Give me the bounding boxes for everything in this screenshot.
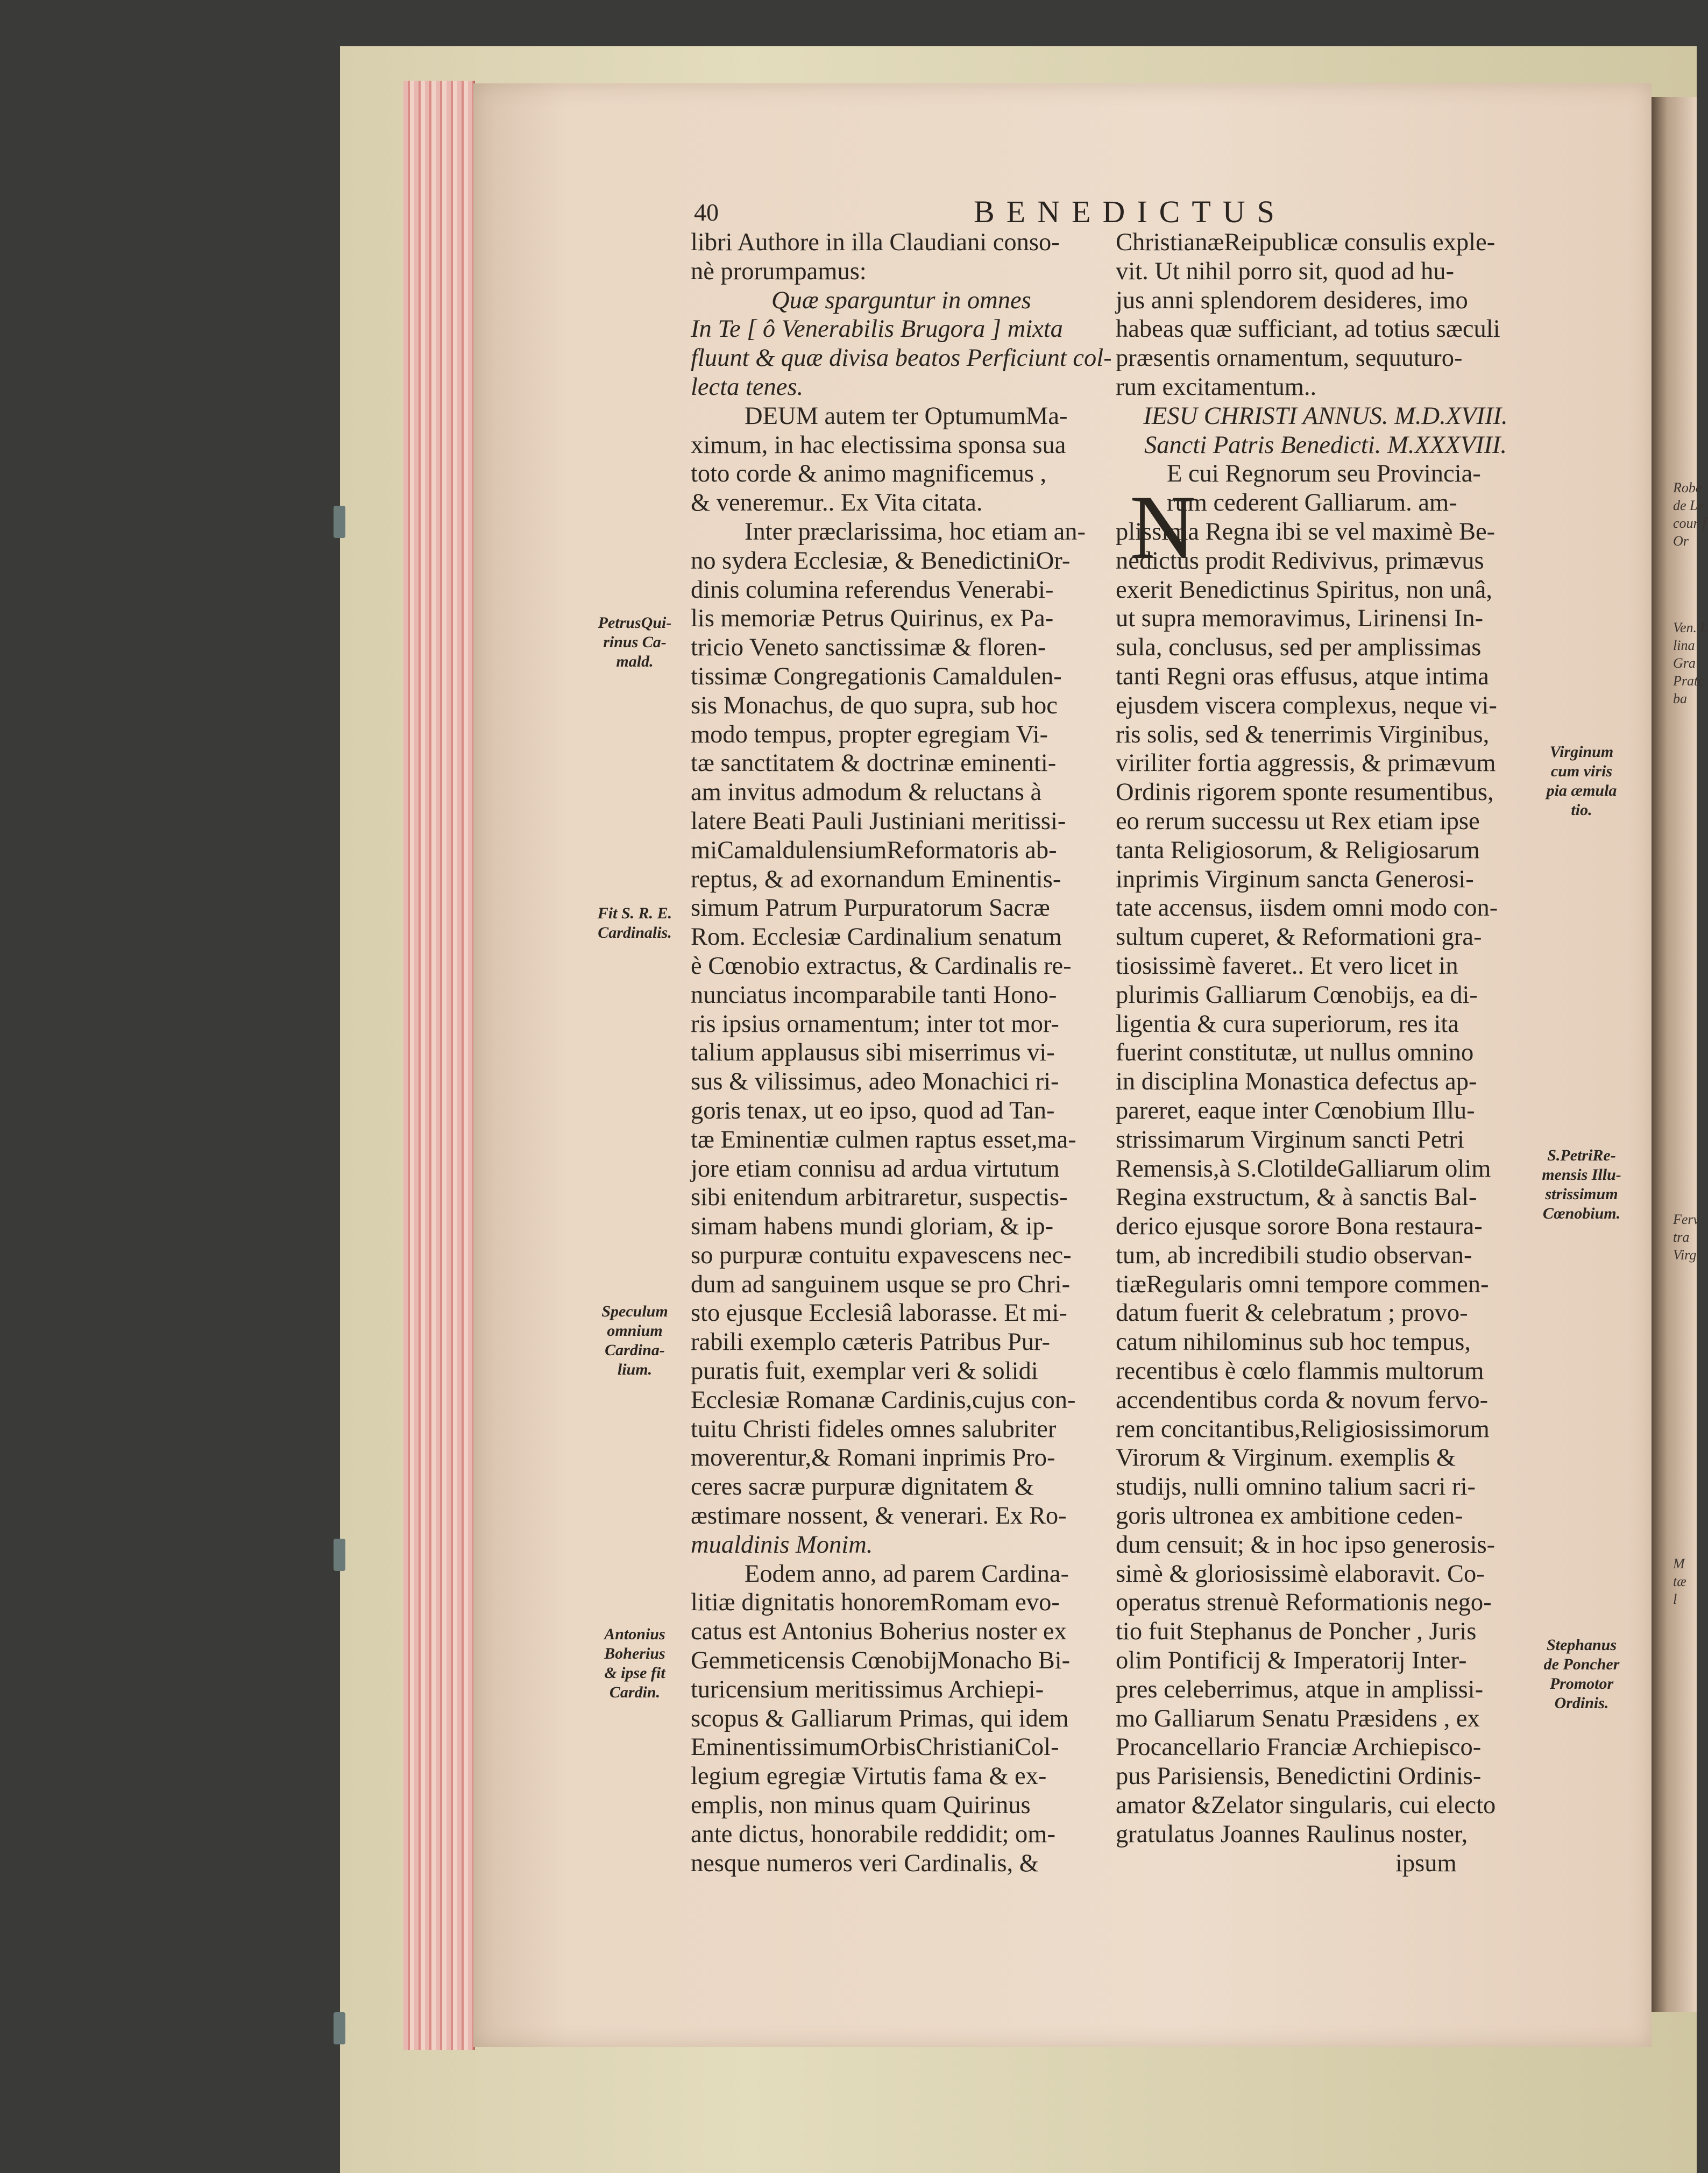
text-line: præsentis ornamentum, sequuturo- — [1116, 344, 1463, 372]
text-line: jus anni splendorem desideres, imo — [1116, 286, 1468, 314]
text-line: lecta tenes. — [691, 373, 804, 401]
text-line: sus & vilissimus, adeo Monachici ri- — [691, 1068, 1059, 1096]
text-line: ligentia & cura superiorum, res ita — [1116, 1010, 1459, 1038]
text-line: rem concitantibus,Religiosissimorum — [1116, 1415, 1490, 1443]
text-line: sto ejusque Ecclesiâ laborasse. Et mi- — [691, 1299, 1067, 1327]
page-block-edge — [403, 81, 475, 2050]
text-line: toto corde & animo magnificemus , — [691, 460, 1047, 488]
left-text-column — [691, 228, 1112, 1878]
text-line: exerit Benedictinus Spiritus, non unâ, — [1116, 576, 1492, 604]
text-line: viriliter fortia aggressis, & primævum — [1116, 749, 1496, 777]
text-line: ChristianæReipublicæ consulis exple- — [1116, 229, 1496, 256]
text-line: dinis columina referendus Venerabi- — [691, 576, 1054, 604]
text-line: mo Galliarum Senatu Præsidens , ex — [1116, 1704, 1480, 1732]
margin-note — [584, 613, 686, 671]
margin-note-line: & ipse fit — [604, 1664, 665, 1682]
margin-note-line: PetrusQui- — [598, 614, 672, 632]
facing-page-note-line: Robe — [1673, 480, 1702, 496]
text-line: tanta Religiosorum, & Religiosarum — [1116, 836, 1480, 864]
margin-note-line: Stephanus — [1546, 1636, 1617, 1654]
margin-note — [584, 904, 686, 943]
text-line: IESU CHRISTI ANNUS. M.D.XVIII. — [1143, 402, 1508, 430]
text-line: olim Pontificij & Imperatorij Inter- — [1116, 1647, 1467, 1675]
text-line: Inter præclarissima, hoc etiam an- — [745, 518, 1086, 546]
text-line: miCamaldulensiumReformatoris ab- — [691, 836, 1057, 864]
margin-note-line: Fit S. R. E. — [597, 904, 672, 922]
text-line: tate accensus, iisdem omni modo con- — [1116, 894, 1498, 922]
facing-page-note — [1673, 619, 1708, 707]
running-head — [694, 194, 1296, 231]
facing-page-note-line: Virg — [1673, 1247, 1697, 1263]
facing-page-note-line: Gra — [1673, 655, 1696, 671]
text-line: pus Parisiensis, Benedictini Ordinis- — [1116, 1763, 1482, 1790]
text-line: derico ejusque sorore Bona restaura- — [1116, 1213, 1483, 1241]
text-line: strissimarum Virginum sancti Petri — [1116, 1126, 1464, 1153]
text-line: emplis, non minus quam Quirinus — [691, 1792, 1031, 1820]
clasp-middle — [334, 1539, 345, 1571]
margin-note-line: strissimum — [1545, 1185, 1618, 1203]
text-line: nunciatus incomparabile tanti Hono- — [691, 981, 1057, 1009]
margin-note — [584, 1625, 686, 1702]
text-line: tissimæ Congregationis Camaldulen- — [691, 662, 1062, 690]
text-line: æstimare nossent, & venerari. Ex Ro- — [691, 1502, 1067, 1530]
text-line: dum censuit; & in hoc ipso generosis- — [1116, 1531, 1496, 1559]
clasp-top — [334, 506, 345, 538]
text-line: Procancellario Franciæ Archiepisco- — [1116, 1733, 1482, 1761]
running-title: BENEDICTUS — [974, 194, 1286, 229]
text-line: vit. Ut nihil porro sit, quod ad hu- — [1116, 257, 1454, 285]
text-line: nesque numeros veri Cardinalis, & — [691, 1849, 1039, 1877]
facing-page-note — [1673, 1211, 1700, 1264]
margin-note-line: tio. — [1571, 801, 1592, 819]
text-line: plurimis Galliarum Cœnobijs, ea di- — [1116, 981, 1478, 1009]
text-line: fuerint constitutæ, ut nullus omnino — [1116, 1039, 1474, 1067]
text-line: pareret, eaque inter Cœnobium Illu- — [1116, 1096, 1475, 1124]
facing-page-note-line: lina — [1673, 638, 1695, 653]
facing-page-note-line: de Le — [1673, 498, 1704, 513]
text-line: catus est Antonius Boherius noster ex — [691, 1618, 1067, 1646]
text-line: tanti Regni oras effusus, atque intima — [1116, 662, 1489, 690]
facing-page-note-line: Or — [1673, 533, 1689, 549]
clasp-bottom — [334, 2012, 345, 2044]
margin-note-line: Antonius — [604, 1625, 665, 1643]
text-line: datum fuerit & celebratum ; provo- — [1116, 1299, 1468, 1327]
text-line: latere Beati Pauli Justiniani meritissi- — [691, 807, 1066, 835]
text-line: ceres sacræ purpuræ dignitatem & — [691, 1473, 1034, 1501]
text-line: ris solis, sed & tenerrimis Virginibus, — [1116, 720, 1490, 748]
text-line: simè & gloriosissimè elaboravit. Co- — [1116, 1560, 1485, 1588]
text-line: mualdinis Monim. — [691, 1531, 873, 1559]
text-line: Ecclesiæ Romanæ Cardinis,cujus con- — [691, 1386, 1076, 1414]
text-line: rum cederent Galliarum. am- — [1167, 489, 1457, 517]
text-line: no sydera Ecclesiæ, & BenedictiniOr- — [691, 547, 1071, 575]
facing-page-note-line: M — [1673, 1556, 1685, 1572]
text-line: modo tempus, propter egregiam Vi- — [691, 720, 1048, 748]
drop-capital: N — [1130, 477, 1196, 578]
page-number: 40 — [694, 199, 719, 226]
facing-page-note-line: cour f — [1673, 515, 1706, 531]
margin-note — [1533, 1636, 1630, 1713]
text-line: sis Monachus, de quo supra, sub hoc — [691, 691, 1058, 719]
text-line: gratulatus Joannes Raulinus noster, — [1116, 1820, 1468, 1848]
text-line: Gemmeticensis CœnobijMonacho Bi- — [691, 1647, 1071, 1675]
facing-page-note-line: tæ — [1673, 1574, 1686, 1589]
text-line: lis memoriæ Petrus Quirinus, ex Pa- — [691, 605, 1054, 633]
margin-note-line: S.PetriRe- — [1547, 1146, 1616, 1164]
text-line: goris ultronea ex ambitione ceden- — [1116, 1502, 1463, 1530]
margin-note-line: Cardina- — [605, 1341, 665, 1359]
facing-page-edge — [1652, 97, 1708, 2012]
margin-note — [584, 1302, 686, 1379]
text-line: tricio Veneto sanctissimæ & floren- — [691, 634, 1046, 662]
text-line: nè prorumpamus: — [691, 257, 867, 285]
text-line: tæ Eminentiæ culmen raptus esset,ma- — [691, 1126, 1076, 1153]
facing-page-note-line: l — [1673, 1591, 1677, 1607]
text-line: accendentibus corda & novum fervo- — [1116, 1386, 1489, 1414]
text-line: Rom. Ecclesiæ Cardinalium senatum — [691, 923, 1062, 951]
text-line: tum, ab incredibili studio observan- — [1116, 1241, 1472, 1269]
text-line: dum ad sanguinem usque se pro Chri- — [691, 1270, 1071, 1298]
text-line: In Te [ ô Venerabilis Brugora ] mixta — [691, 315, 1063, 343]
text-line: EminentissimumOrbisChristianiCol- — [691, 1733, 1059, 1761]
margin-note-line: lium. — [617, 1361, 653, 1378]
text-line: eo rerum successu ut Rex etiam ipse — [1116, 807, 1480, 835]
text-line: ximum, in hac electissima sponsa sua — [691, 431, 1066, 459]
text-line: rabili exemplo cæteris Patribus Pur- — [691, 1328, 1051, 1356]
text-line: jore etiam connisu ad ardua virtutum — [691, 1155, 1060, 1183]
text-line: sula, conclusus, sed per amplissimas — [1116, 634, 1482, 662]
text-line: legium egregiæ Virtutis fama & ex- — [691, 1763, 1047, 1790]
margin-note-line: Speculum — [601, 1303, 668, 1320]
text-line: tuitu Christi fideles omnes salubriter — [691, 1415, 1057, 1443]
text-line: rum excitamentum.. — [1116, 373, 1317, 401]
margin-note-line: rinus Ca- — [603, 633, 667, 651]
text-line: am invitus admodum & reluctans à — [691, 778, 1042, 806]
text-line: Ordinis rigorem sponte resumentibus, — [1116, 778, 1494, 806]
text-line: Eodem anno, ad parem Cardina- — [745, 1560, 1069, 1588]
text-line: tiosissimè faveret.. Et vero licet in — [1116, 952, 1458, 980]
text-line: & veneremur.. Ex Vita citata. — [691, 489, 983, 517]
text-line: ante dictus, honorabile reddidit; om- — [691, 1820, 1055, 1848]
text-line: moverentur,& Romani inprimis Pro- — [691, 1444, 1055, 1472]
text-line: so purpuræ contuitu expavescens nec- — [691, 1241, 1072, 1269]
text-line: sultum cuperet, & Reformationi gra- — [1116, 923, 1482, 951]
text-line: simum Patrum Purpuratorum Sacræ — [691, 894, 1050, 922]
text-line: libri Authore in illa Claudiani conso- — [691, 229, 1060, 256]
text-line: recentibus è cœlo flammis multorum — [1116, 1357, 1484, 1385]
facing-page-note-line: ba — [1673, 691, 1687, 706]
margin-note-line: Ordinis. — [1554, 1694, 1609, 1712]
text-line: inprimis Virginum sancta Generosi- — [1116, 865, 1474, 893]
text-line: ejusdem viscera complexus, neque vi- — [1116, 691, 1497, 719]
margin-note-line: Cœnobium. — [1542, 1205, 1621, 1222]
facing-page-note-line: tra — [1673, 1229, 1690, 1245]
text-line: litiæ dignitatis honoremRomam evo- — [691, 1589, 1060, 1617]
text-line: Quæ sparguntur in omnes — [771, 286, 1031, 314]
text-line: Regina exstructum, & à sanctis Bal- — [1116, 1184, 1477, 1212]
margin-note-line: omnium — [607, 1322, 663, 1340]
facing-page-note-line: Ven. L — [1673, 620, 1708, 635]
text-line: reptus, & ad exornandum Eminentis- — [691, 865, 1061, 893]
text-line: ut supra memoravimus, Lirinensi In- — [1116, 605, 1484, 633]
text-line: DEUM autem ter OptumumMa- — [745, 402, 1068, 430]
text-line: turicensium meritissimus Archiepi- — [691, 1675, 1044, 1703]
text-line: in disciplina Monastica defectus ap- — [1116, 1068, 1477, 1096]
text-line: tio fuit Stephanus de Poncher , Juris — [1116, 1618, 1477, 1646]
text-line: habeas quæ sufficiant, ad totius sæculi — [1116, 315, 1500, 343]
text-line: tiæRegularis omni tempore commen- — [1116, 1270, 1489, 1298]
text-line: tæ sanctitatem & doctrinæ eminenti- — [691, 749, 1057, 777]
margin-note — [1533, 1146, 1630, 1223]
text-line: ris ipsius ornamentum; inter tot mor- — [691, 1010, 1059, 1038]
text-line: puratis fuit, exemplar veri & solidi — [691, 1357, 1038, 1385]
text-line: amator &Zelator singularis, cui electo — [1116, 1792, 1496, 1820]
text-line: Sancti Patris Benedicti. M.XXXVIII. — [1144, 431, 1507, 459]
text-line: simam habens mundi gloriam, & ip- — [691, 1213, 1054, 1241]
facing-page-note — [1673, 479, 1706, 550]
text-line: goris tenax, ut eo ipso, quod ad Tan- — [691, 1096, 1055, 1124]
right-text-column — [1116, 228, 1535, 1878]
text-line: catum nihilominus sub hoc tempus, — [1116, 1328, 1471, 1356]
margin-note-line: mald. — [616, 653, 654, 670]
text-line: ipsum — [1395, 1849, 1457, 1877]
margin-note-line: mensis Illu- — [1542, 1166, 1621, 1184]
text-line: pres celeberrimus, atque in amplissi- — [1116, 1675, 1484, 1703]
margin-note-line: Cardin. — [609, 1683, 661, 1701]
margin-note-line: cum viris — [1550, 762, 1613, 780]
text-line: Virorum & Virginum. exemplis & — [1116, 1444, 1456, 1472]
text-line: sibi enitendum arbitraretur, suspectis- — [691, 1184, 1068, 1212]
margin-note-line: Boherius — [604, 1645, 665, 1662]
facing-page-note-line: Ferv — [1673, 1212, 1700, 1227]
text-line: studijs, nulli omnino talium sacri ri- — [1116, 1473, 1476, 1501]
margin-note — [1533, 742, 1630, 820]
text-line: fluunt & quæ divisa beatos Perficiunt col- — [691, 344, 1112, 372]
text-line: E cui Regnorum seu Provincia- — [1167, 460, 1481, 488]
margin-note-line: Virginum — [1549, 743, 1614, 761]
text-line: Remensis,à S.ClotildeGalliarum olim — [1116, 1155, 1491, 1183]
margin-note-line: de Poncher — [1543, 1655, 1620, 1673]
text-line: nedictus prodit Redivivus, primævus — [1116, 547, 1484, 575]
text-line: talium applausus sibi miserrimus vi- — [691, 1039, 1055, 1067]
text-line: operatus strenuè Reformationis nego- — [1116, 1589, 1492, 1617]
facing-page-note-line: Pratc — [1673, 673, 1704, 689]
margin-note-line: Cardinalis. — [598, 924, 672, 942]
facing-page-note — [1673, 1555, 1697, 1608]
margin-note-line: pia æmula — [1546, 782, 1617, 799]
text-line: plissima Regna ibi se vel maximè Be- — [1116, 518, 1496, 546]
margin-note-line: Promotor — [1549, 1675, 1614, 1693]
text-line: è Cœnobio extractus, & Cardinalis re- — [691, 952, 1072, 980]
text-line: scopus & Galliarum Primas, qui idem — [691, 1704, 1069, 1732]
